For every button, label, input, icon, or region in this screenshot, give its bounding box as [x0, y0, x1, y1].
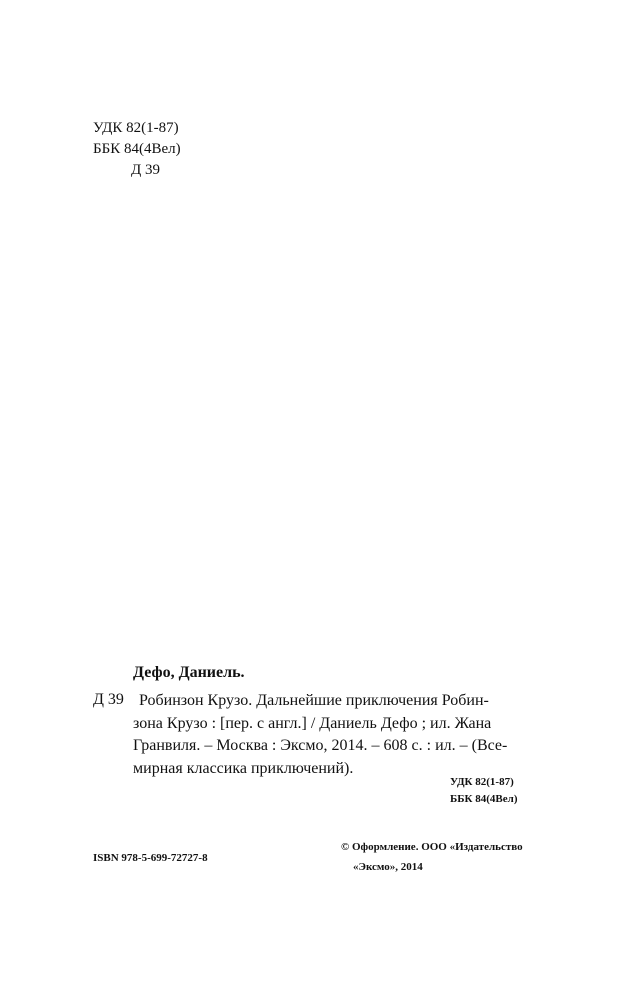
- cutter-code: Д 39: [131, 162, 160, 178]
- classification-codes: [93, 118, 181, 181]
- description-line: Гранвиля. – Москва : Эксмо, 2014. – 608 с. : ил. – (Все-: [133, 737, 508, 754]
- bibliographic-description: [133, 690, 553, 780]
- isbn: ISBN 978-5-699-72727-8: [93, 852, 208, 864]
- record-bbk-code: ББК 84(4Вел): [450, 793, 518, 805]
- description-line: Робинзон Крузо. Дальнейшие приключения Робин-: [139, 692, 489, 709]
- copyright-line: «Эксмо», 2014: [353, 861, 423, 873]
- record-classification-codes: [450, 774, 518, 808]
- record-cutter-code: Д 39: [93, 691, 124, 708]
- copyright-notice: [341, 837, 523, 877]
- copyright-line: © Оформление. ООО «Издательство: [341, 841, 523, 853]
- bbk-code: ББК 84(4Вел): [93, 141, 181, 157]
- description-line: мирная классика приключений).: [133, 759, 354, 777]
- description-line: зона Крузо : [пер. с англ.] / Даниель Дефо ; ил. Жана: [133, 714, 492, 732]
- record-udk-code: УДК 82(1-87): [450, 776, 514, 788]
- udk-code: УДК 82(1-87): [93, 120, 179, 136]
- author-heading: Дефо, Даниель.: [133, 664, 245, 681]
